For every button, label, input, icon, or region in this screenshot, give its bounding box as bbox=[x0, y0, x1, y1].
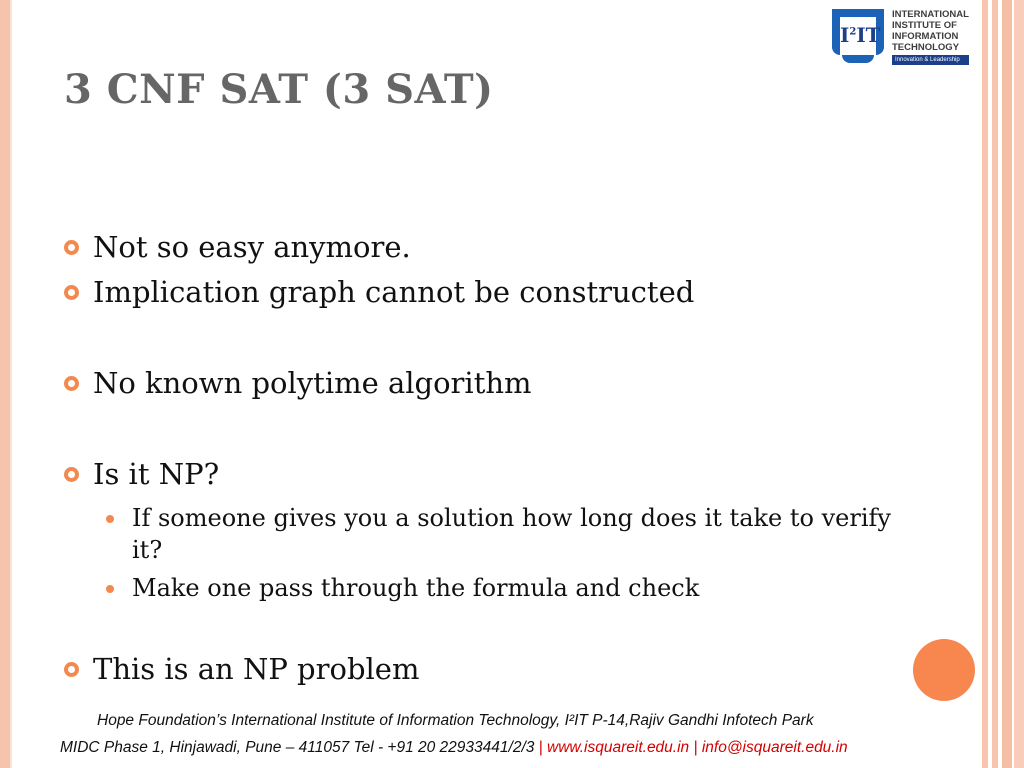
bullet-ring-icon bbox=[64, 285, 79, 300]
logo-mark-icon bbox=[832, 9, 884, 65]
sub-bullet-item bbox=[106, 572, 912, 604]
sub-bullet-dot-icon bbox=[106, 585, 114, 593]
sub-bullet-text: If someone gives you a solution how long does it take to verify it? bbox=[132, 504, 891, 564]
sub-bullet-dot-icon bbox=[106, 515, 114, 523]
bullet-text: Not so easy anymore. bbox=[93, 230, 411, 264]
footer-contact-line bbox=[60, 739, 848, 757]
logo-line-3: INFORMATION bbox=[892, 31, 959, 42]
bullet-text: This is an NP problem bbox=[93, 652, 420, 686]
bullet-ring-icon bbox=[64, 376, 79, 391]
footer-separator: | bbox=[534, 739, 548, 756]
bullet-text: No known polytime algorithm bbox=[93, 366, 532, 400]
bullet-ring-icon bbox=[64, 662, 79, 677]
bullet-item bbox=[64, 652, 419, 686]
institute-logo bbox=[832, 6, 974, 68]
right-border-stripe-4 bbox=[1014, 0, 1024, 768]
logo-line-2: INSTITUTE OF bbox=[892, 20, 957, 31]
bullet-item bbox=[64, 366, 532, 400]
slide-title: 3 CNF SAT (3 SAT) bbox=[64, 66, 494, 113]
sub-bullet-item bbox=[106, 502, 912, 566]
footer-website-link[interactable]: www.isquareit.edu.in bbox=[547, 739, 690, 756]
decorative-circle bbox=[913, 639, 975, 701]
bullet-ring-icon bbox=[64, 467, 79, 482]
footer-contact-text: MIDC Phase 1, Hinjawadi, Pune – 411057 Tel - +91 20 22933441/2/3 bbox=[60, 739, 535, 756]
left-border bbox=[0, 0, 10, 768]
logo-line-4: TECHNOLOGY bbox=[892, 42, 960, 53]
bullet-text: Implication graph cannot be constructed bbox=[93, 275, 695, 309]
logo-wordmark bbox=[892, 9, 969, 65]
footer-address-line: Hope Foundation’s International Institute of Information Technology, I²IT P-14,Rajiv Gandhi Infotech Park bbox=[97, 712, 814, 729]
right-border-stripe-2 bbox=[992, 0, 998, 768]
logo-tagline: Innovation & Leadership bbox=[892, 55, 969, 65]
bullet-item bbox=[64, 275, 694, 309]
logo-line-1: INTERNATIONAL bbox=[892, 9, 969, 20]
logo-mark-text: $I^2IT$ bbox=[840, 23, 881, 47]
bullet-item bbox=[64, 457, 219, 491]
footer-separator: | bbox=[689, 739, 702, 756]
right-border-stripe-3 bbox=[1002, 0, 1012, 768]
bullet-ring-icon bbox=[64, 240, 79, 255]
left-border-inner bbox=[10, 0, 12, 768]
sub-bullet-text: Make one pass through the formula and check bbox=[132, 574, 700, 602]
right-border-stripe-1 bbox=[982, 0, 988, 768]
footer-email-link[interactable]: info@isquareit.edu.in bbox=[701, 739, 848, 756]
bullet-text: Is it NP? bbox=[93, 457, 220, 491]
bullet-item bbox=[64, 230, 411, 264]
